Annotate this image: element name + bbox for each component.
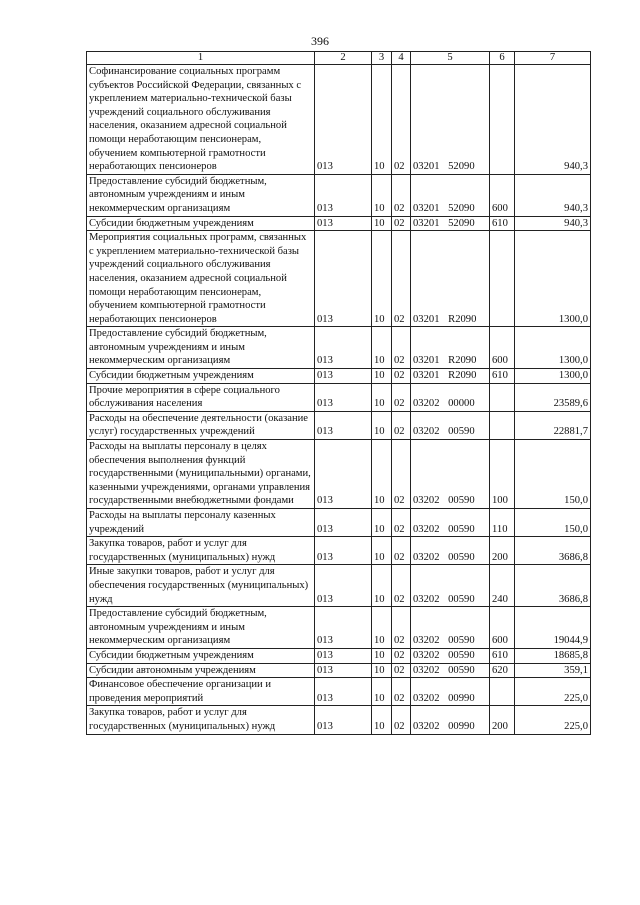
table-row: [87, 565, 591, 607]
table-row: [87, 369, 591, 384]
row-expense-type: [490, 231, 515, 327]
table-row: [87, 411, 591, 439]
row-name: Субсидии автономным учреждениям: [87, 663, 315, 678]
row-subsection: 02: [392, 411, 411, 439]
row-section: 10: [372, 663, 392, 678]
row-subsection: 02: [392, 231, 411, 327]
row-name: Субсидии бюджетным учреждениям: [87, 648, 315, 663]
row-target-article: 03202 00590: [411, 537, 490, 565]
row-amount: 150,0: [515, 440, 591, 509]
row-subsection: 02: [392, 537, 411, 565]
row-subsection: 02: [392, 369, 411, 384]
header-cell-6: 6: [490, 52, 515, 65]
row-amount: 940,3: [515, 216, 591, 231]
row-amount: 150,0: [515, 509, 591, 537]
row-code: 013: [315, 440, 372, 509]
row-code: 013: [315, 678, 372, 706]
row-amount: 1300,0: [515, 327, 591, 369]
table-row: [87, 607, 591, 649]
row-expense-type: 610: [490, 369, 515, 384]
row-expense-type: [490, 678, 515, 706]
row-target-article: 03202 00590: [411, 411, 490, 439]
row-section: 10: [372, 706, 392, 734]
row-target-article: 03201 52090: [411, 65, 490, 175]
row-name: Закупка товаров, работ и услуг для государственных (муниципальных) нужд: [87, 706, 315, 734]
row-section: 10: [372, 383, 392, 411]
row-subsection: 02: [392, 509, 411, 537]
row-name: Прочие мероприятия в сфере социального обслуживания населения: [87, 383, 315, 411]
row-subsection: 02: [392, 65, 411, 175]
row-code: 013: [315, 411, 372, 439]
row-amount: 3686,8: [515, 537, 591, 565]
row-section: 10: [372, 607, 392, 649]
table-row: [87, 216, 591, 231]
row-name: Расходы на выплаты персоналу казенных учреждений: [87, 509, 315, 537]
row-expense-type: 620: [490, 663, 515, 678]
row-expense-type: 610: [490, 648, 515, 663]
row-code: 013: [315, 663, 372, 678]
row-name: Предоставление субсидий бюджетным, автономным учреждениям и иным некоммерческим организациям: [87, 174, 315, 216]
row-target-article: 03201 52090: [411, 174, 490, 216]
row-target-article: 03201 R2090: [411, 369, 490, 384]
row-amount: 940,3: [515, 65, 591, 175]
row-subsection: 02: [392, 383, 411, 411]
row-section: 10: [372, 411, 392, 439]
row-code: 013: [315, 706, 372, 734]
row-subsection: 02: [392, 565, 411, 607]
row-subsection: 02: [392, 174, 411, 216]
row-amount: 19044,9: [515, 607, 591, 649]
row-expense-type: 200: [490, 706, 515, 734]
row-name: Закупка товаров, работ и услуг для государственных (муниципальных) нужд: [87, 537, 315, 565]
table-header: [87, 52, 591, 65]
budget-table: [86, 51, 591, 735]
row-code: 013: [315, 216, 372, 231]
row-section: 10: [372, 369, 392, 384]
row-name: Мероприятия социальных программ, связанных с укреплением материально-технической базы учреждений социального обслуживания населения, оказанием адресной социальной помощи неработающим пенсионерам, обучением компьютерной грамотности неработающих пенсионеров: [87, 231, 315, 327]
row-section: 10: [372, 648, 392, 663]
row-target-article: 03202 00590: [411, 509, 490, 537]
row-amount: 1300,0: [515, 369, 591, 384]
row-code: 013: [315, 327, 372, 369]
row-code: 013: [315, 174, 372, 216]
table-row: [87, 327, 591, 369]
header-cell-1: 1: [87, 52, 315, 65]
row-subsection: 02: [392, 648, 411, 663]
header-cell-5: 5: [411, 52, 490, 65]
row-name: Предоставление субсидий бюджетным, автономным учреждениям и иным некоммерческим организациям: [87, 607, 315, 649]
row-name: Финансовое обеспечение организации и проведения мероприятий: [87, 678, 315, 706]
row-section: 10: [372, 65, 392, 175]
table-row: [87, 174, 591, 216]
row-target-article: 03202 00590: [411, 663, 490, 678]
row-name: Предоставление субсидий бюджетным, автономным учреждениям и иным некоммерческим организациям: [87, 327, 315, 369]
table-row: [87, 537, 591, 565]
row-section: 10: [372, 440, 392, 509]
row-target-article: 03202 00590: [411, 440, 490, 509]
row-expense-type: 100: [490, 440, 515, 509]
table-row: [87, 648, 591, 663]
row-subsection: 02: [392, 678, 411, 706]
row-section: 10: [372, 678, 392, 706]
row-target-article: 03201 R2090: [411, 231, 490, 327]
page-number: 396: [311, 34, 329, 48]
row-section: 10: [372, 216, 392, 231]
row-amount: 22881,7: [515, 411, 591, 439]
row-name: Софинансирование социальных программ субъектов Российской Федерации, связанных с укреплением материально-технической базы учреждений социального обслуживания населения, оказанием адресной социальной помощи неработающим пенсионерам, обучением компьютерной грамотности неработающих пенсионеров: [87, 65, 315, 175]
row-name: Расходы на выплаты персоналу в целях обеспечения выполнения функций государственными (муниципальными) органами, казенными учреждениями, органами управления государственными внебюджетными фондами: [87, 440, 315, 509]
row-target-article: 03202 00590: [411, 607, 490, 649]
row-expense-type: 200: [490, 537, 515, 565]
row-code: 013: [315, 509, 372, 537]
row-target-article: 03201 52090: [411, 216, 490, 231]
row-name: Расходы на обеспечение деятельности (оказание услуг) государственных учреждений: [87, 411, 315, 439]
table-row: [87, 65, 591, 175]
row-name: Субсидии бюджетным учреждениям: [87, 369, 315, 384]
row-amount: 225,0: [515, 706, 591, 734]
row-amount: 23589,6: [515, 383, 591, 411]
row-section: 10: [372, 231, 392, 327]
row-target-article: 03202 00590: [411, 565, 490, 607]
header-cell-2: 2: [315, 52, 372, 65]
row-target-article: 03202 00000: [411, 383, 490, 411]
table-row: [87, 509, 591, 537]
row-section: 10: [372, 327, 392, 369]
row-subsection: 02: [392, 440, 411, 509]
row-expense-type: [490, 411, 515, 439]
table-row: [87, 678, 591, 706]
row-subsection: 02: [392, 607, 411, 649]
header-cell-7: 7: [515, 52, 591, 65]
header-cell-4: 4: [392, 52, 411, 65]
row-target-article: 03201 R2090: [411, 327, 490, 369]
row-expense-type: 110: [490, 509, 515, 537]
row-subsection: 02: [392, 327, 411, 369]
table-row: [87, 383, 591, 411]
row-subsection: 02: [392, 663, 411, 678]
row-expense-type: 610: [490, 216, 515, 231]
row-target-article: 03202 00990: [411, 678, 490, 706]
row-target-article: 03202 00590: [411, 648, 490, 663]
row-section: 10: [372, 565, 392, 607]
row-code: 013: [315, 648, 372, 663]
row-amount: 940,3: [515, 174, 591, 216]
row-section: 10: [372, 174, 392, 216]
row-code: 013: [315, 565, 372, 607]
table-row: [87, 706, 591, 734]
row-target-article: 03202 00990: [411, 706, 490, 734]
row-amount: 359,1: [515, 663, 591, 678]
row-section: 10: [372, 537, 392, 565]
row-amount: 3686,8: [515, 565, 591, 607]
row-code: 013: [315, 607, 372, 649]
header-cell-3: 3: [372, 52, 392, 65]
row-code: 013: [315, 537, 372, 565]
row-amount: 18685,8: [515, 648, 591, 663]
row-code: 013: [315, 369, 372, 384]
row-code: 013: [315, 383, 372, 411]
row-expense-type: 240: [490, 565, 515, 607]
row-code: 013: [315, 65, 372, 175]
row-expense-type: 600: [490, 327, 515, 369]
row-name: Субсидии бюджетным учреждениям: [87, 216, 315, 231]
row-expense-type: 600: [490, 607, 515, 649]
row-expense-type: [490, 65, 515, 175]
row-expense-type: 600: [490, 174, 515, 216]
row-section: 10: [372, 509, 392, 537]
table-row: [87, 231, 591, 327]
row-expense-type: [490, 383, 515, 411]
row-amount: 225,0: [515, 678, 591, 706]
table-row: [87, 663, 591, 678]
row-amount: 1300,0: [515, 231, 591, 327]
row-code: 013: [315, 231, 372, 327]
row-subsection: 02: [392, 216, 411, 231]
row-name: Иные закупки товаров, работ и услуг для обеспечения государственных (муниципальных) нужд: [87, 565, 315, 607]
row-subsection: 02: [392, 706, 411, 734]
table-row: [87, 440, 591, 509]
